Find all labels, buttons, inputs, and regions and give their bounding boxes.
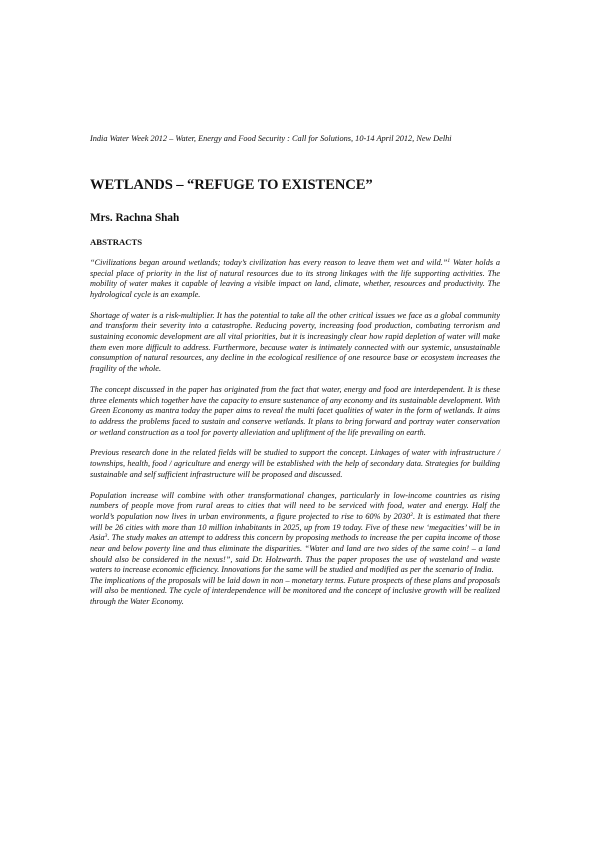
paragraph-5-text-a: Population increase will combine with other transformational changes, particularly in low-income countries as rising numbers of people move from rural areas to cities that will need to be serviced with food, water and energy. Half the world’s population now lives in urban environments, a figure projected to rise to 60% by 2030 <box>90 490 500 521</box>
abstract-body <box>90 258 500 608</box>
conference-header: India Water Week 2012 – Water, Energy and Food Security : Call for Solutions, 10-14 April 2012, New Delhi <box>90 134 452 143</box>
author-name: Mrs. Rachna Shah <box>90 212 180 224</box>
paragraph-4: Previous research done in the related fields will be studied to support the concept. Linkages of water with infrastructure / townships, health, food / agriculture and energy will be established with the help of secondary data. Strategies for building sustainable and self sufficient infrastructure will be proposed and discussed. <box>90 448 500 479</box>
footnote-ref-1: 1 <box>447 258 451 264</box>
footnote-ref-2: 2 <box>410 511 413 518</box>
paragraph-1 <box>90 258 500 301</box>
paragraph-1-quote: “Civilizations began around wetlands; today’s civilization has every reason to leave them wet and wild.” <box>90 258 448 267</box>
section-heading: ABSTRACTS <box>90 237 143 247</box>
paper-title: WETLANDS – “REFUGE TO EXISTENCE” <box>90 177 373 193</box>
paragraph-5 <box>90 491 500 576</box>
footnote-ref-3: 3 <box>104 533 108 540</box>
paragraph-1-text: Water holds a special place of priority in the list of natural resources due to its strong linkages with the life supporting activities. The mobility of water makes it capable of leaving a visible impact on land, climate, whether, resources and productivity. The hydrological cycle is an example. <box>90 258 500 299</box>
paragraph-2: Shortage of water is a risk-multiplier. It has the potential to take all the other critical issues we face as a global community and transform their severity into a catastrophe. Reducing poverty, increasing food production, combating terrorism and sustaining economic development are all vital priorities, but it is increasingly clear how rapid depletion of water will make them even more difficult to address. Furthermore, because water is intimately connected with our systemic, unsustainable consumption of natural resources, any decline in the ecological resilience of one resource base or ecosystem increases the fragility of the whole. <box>90 310 500 374</box>
paragraph-5-text-b: . It is estimated that there will be 26 cities with more than 10 million inhabitants in 2025, up from 19 today. Five of these new ‘megacities’ will be in Asia <box>90 511 500 543</box>
paragraph-5-text-c: . The study makes an attempt to address this concern by proposing methods to increase the per capita income of those near and below poverty line and thus eliminate the disparities. “Water and land are two sides of the same coin! – a land should also be considered in the nexus!”, said Dr. Holzwarth. Thus the paper proposes the use of wasteland and waste waters to increase economic efficiency. Innovations for the same will be studied and modified as per the scenario of India. <box>90 533 500 575</box>
paragraph-3: The concept discussed in the paper has originated from the fact that water, energy and food are interdependent. It is these three elements which together have the capacity to ensure sustenance of any economy and its sustainable development. With Green Economy as mantra today the paper aims to reveal the multi facet qualities of water in the form of wetlands. It aims to address the problems faced to sustain and conserve wetlands. It plans to bring forward and portray water conservation or wetland construction as a tool for poverty alleviation and upliftment of the life prevailing on earth. <box>90 384 500 437</box>
paragraph-6: The implications of the proposals will be laid down in non – monetary terms. Future prospects of these plans and proposals will also be mentioned. The cycle of interdependence will be monitored and the concept of inclusive growth will be realized through the Water Economy. <box>90 575 500 607</box>
